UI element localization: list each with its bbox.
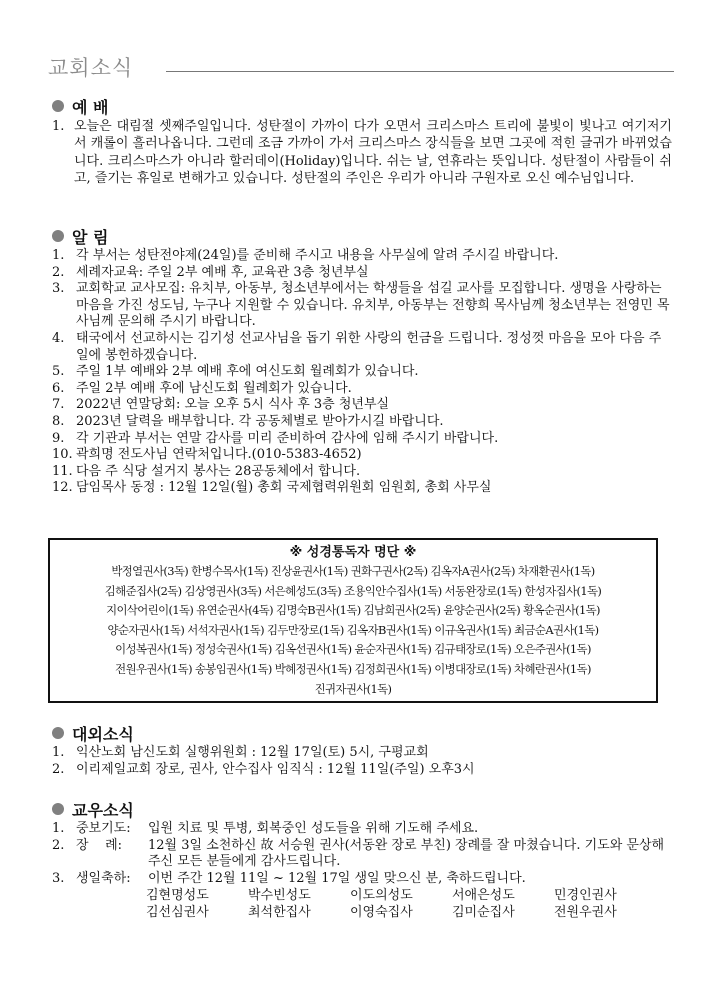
- birthday-name: 이도의성도: [350, 888, 413, 904]
- list-item: [52, 745, 672, 762]
- external-section: [52, 722, 672, 778]
- section-title: 알 림: [72, 227, 109, 247]
- section-title: 교우소식: [72, 800, 134, 820]
- reader-line: 양순자권사(1독) 서석자권사(1독) 김두만장로(1독) 김옥자B권사(1독) 이규옥권사(1독) 최금순A권사(1독): [107, 622, 599, 637]
- bible-readers-box: [48, 538, 658, 703]
- list-item: [52, 464, 672, 481]
- list-item: [52, 364, 672, 381]
- birthday-name: 이영숙집사: [350, 905, 413, 921]
- item-text: 이리제일교회 장로, 권사, 안수집사 임직식 : 12월 11일(주일) 오후3시: [76, 761, 475, 777]
- item-text: 오늘은 대림절 셋째주일입니다. 성탄절이 가까이 다가 오면서 크리스마스 트리에 불빛이 빛나고 여기저기서 캐롤이 흘러나옵니다. 그런데 조금 가까이 가서 크리스마스 장식들을 보면 그곳에 적힌 글귀가 바뀌었습니다. 크리스마스가 아니라 할러데이(Holiday)입니다. 쉬는 날, 연휴라는 뜻입니다. 성탄절이 사람들이 쉬고, 즐기는 휴일로 변해가고 있습니다. 성탄절의 주인은 우리가 아니라 구원자로 오신 예수님입니다.: [74, 119, 672, 187]
- item-number: 6.: [52, 380, 65, 396]
- item-number: 4.: [52, 330, 65, 346]
- reader-line: 진귀자권사(1독): [314, 681, 392, 696]
- section-title: 대외소식: [72, 724, 134, 744]
- item-number: 5.: [52, 364, 65, 380]
- item-text: 2023년 달력을 배부합니다. 각 공동체별로 받아가시길 바랍니다.: [76, 413, 444, 429]
- item-number: 1.: [52, 119, 65, 134]
- list-item: [52, 331, 672, 364]
- birthday-name: 김현명성도: [146, 888, 209, 904]
- members-section: [52, 798, 672, 921]
- item-text: 태국에서 선교하시는 김기성 선교사님을 돕기 위한 사랑의 헌금을 드립니다. 정성껏 마음을 모아 다음 주일에 봉헌하겠습니다.: [76, 330, 662, 363]
- birthday-name: 김미순집사: [452, 905, 515, 921]
- item-label: 생일축하:: [76, 870, 131, 886]
- item-number: 1.: [52, 745, 65, 760]
- bullet-icon: [52, 230, 64, 242]
- item-text: 주일 1부 예배와 2부 예배 후에 여신도회 월례회가 있습니다.: [76, 364, 419, 380]
- birthday-row: [52, 904, 672, 921]
- item-number: 11.: [52, 463, 73, 479]
- list-item: [52, 480, 672, 497]
- item-text: 12월 3일 소천하신 故 서승원 권사(서동완 장로 부친) 장례를 잘 마쳤습니다. 기도와 문상해 주신 모든 분들에게 감사드립니다.: [148, 837, 665, 870]
- item-number: 3.: [52, 870, 65, 886]
- worship-section: [52, 95, 672, 188]
- notice-list: [52, 248, 672, 497]
- item-number: 3.: [52, 281, 65, 297]
- reader-line: 이성복권사(1독) 정성숙권사(1독) 김옥선권사(1독) 윤순자권사(1독) 김규태장로(1독) 오은주권사(1독): [115, 642, 591, 657]
- section-title: 예 배: [72, 97, 109, 117]
- item-text: 각 부서는 성탄전야제(24일)를 준비해 주시고 내용을 사무실에 알려 주시길 바랍니다.: [76, 248, 559, 263]
- birthday-name: 전원우권사: [554, 905, 617, 921]
- bullet-icon: [52, 803, 64, 815]
- item-text: 세례자교육: 주일 2부 예배 후, 교육관 3층 청년부실: [76, 264, 369, 280]
- item-number: 7.: [52, 397, 65, 413]
- list-item: [52, 447, 672, 464]
- list-item: [52, 762, 672, 779]
- list-item: [52, 838, 672, 871]
- birthday-name: 최석한집사: [248, 905, 311, 921]
- item-text: 주일 2부 예배 후에 남신도회 월례회가 있습니다.: [76, 380, 352, 396]
- item-number: 1.: [52, 821, 65, 836]
- header-divider: [166, 71, 674, 72]
- item-text: 곽희명 전도사님 연락처입니다.(010-5383-4652): [76, 447, 362, 463]
- list-item: [52, 381, 672, 398]
- item-text: 입원 치료 및 투병, 회복중인 성도들을 위해 기도해 주세요.: [148, 821, 479, 836]
- reader-line: 김해준집사(2독) 김상영권사(3독) 서은혜성도(3독) 조용익안수집사(1독) 서동완장로(1독) 한성자집사(1독): [104, 583, 602, 598]
- item-text: 익산노회 남신도회 실행위원회 : 12월 17일(토) 5시, 구평교회: [76, 745, 429, 760]
- list-item: [52, 248, 672, 265]
- reader-line: 지이삭어린이(1독) 유연순권사(4독) 김명숙B권사(1독) 김남희권사(2독) 윤양순권사(2독) 황옥순권사(1독): [106, 603, 600, 618]
- item-text: 2022년 연말당회: 오늘 오후 5시 식사 후 3층 청년부실: [76, 397, 390, 413]
- item-number: 2.: [52, 761, 65, 777]
- item-number: 2.: [52, 837, 65, 853]
- item-number: 9.: [52, 430, 65, 446]
- item-text: 이번 주간 12월 11일 ~ 12월 17일 생일 맞으신 분, 축하드립니다.: [148, 870, 526, 886]
- list-item: [52, 265, 672, 282]
- reader-lines: [56, 562, 650, 699]
- page-title: 교회소식: [48, 56, 134, 80]
- page-header: [48, 52, 678, 88]
- item-text: 교회학교 교사모집: 유치부, 아동부, 청소년부에서는 학생들을 섬길 교사를 모집합니다. 생명을 사랑하는 마음을 가진 성도님, 누구나 지원할 수 있습니다. 유치부, 아동부는 전향희 목사님께 청소년부는 전영민 목사님께 문의해 주시기 바랍니다.: [76, 281, 670, 330]
- item-number: 12.: [52, 480, 73, 496]
- birthday-name: 김선심권사: [146, 905, 209, 921]
- list-item: [52, 821, 672, 838]
- list-item: [52, 431, 672, 448]
- item-number: 10.: [52, 447, 73, 463]
- bullet-icon: [52, 100, 64, 112]
- item-label: 중보기도:: [76, 821, 131, 836]
- list-item: [52, 397, 672, 414]
- bullet-icon: [52, 727, 64, 739]
- item-text: 담임목사 동정 : 12월 12일(월) 총회 국제협력위원회 임원회, 총회 사무실: [76, 480, 492, 496]
- birthday-name: 민경인권사: [554, 888, 617, 904]
- list-item: [52, 281, 672, 331]
- list-item: [52, 118, 672, 188]
- list-item: [52, 871, 672, 888]
- box-title: ※ 성경통독자 명단 ※: [289, 545, 417, 560]
- item-number: 1.: [52, 248, 65, 263]
- birthday-name: 서애은성도: [452, 888, 515, 904]
- item-text: 다음 주 식당 설거지 봉사는 28공동체에서 합니다.: [76, 463, 361, 479]
- item-label: 장 례:: [76, 837, 123, 853]
- item-number: 2.: [52, 264, 65, 280]
- reader-line: 전원우권사(1독) 송봉임권사(1독) 박혜정권사(1독) 김정희권사(1독) 이병대장로(1독) 차혜란권사(1독): [115, 661, 591, 676]
- item-number: 8.: [52, 413, 65, 429]
- notices-section: [52, 225, 672, 497]
- list-item: [52, 414, 672, 431]
- birthday-row: [52, 887, 672, 904]
- reader-line: 박정열권사(3독) 한병수목사(1독) 진상윤권사(1독) 권화구권사(2독) 김옥자A권사(2독) 차재환권사(1독): [111, 564, 595, 578]
- birthday-name: 박수빈성도: [248, 888, 311, 904]
- item-text: 각 기관과 부서는 연말 감사를 미리 준비하여 감사에 임해 주시기 바랍니다.: [76, 430, 499, 446]
